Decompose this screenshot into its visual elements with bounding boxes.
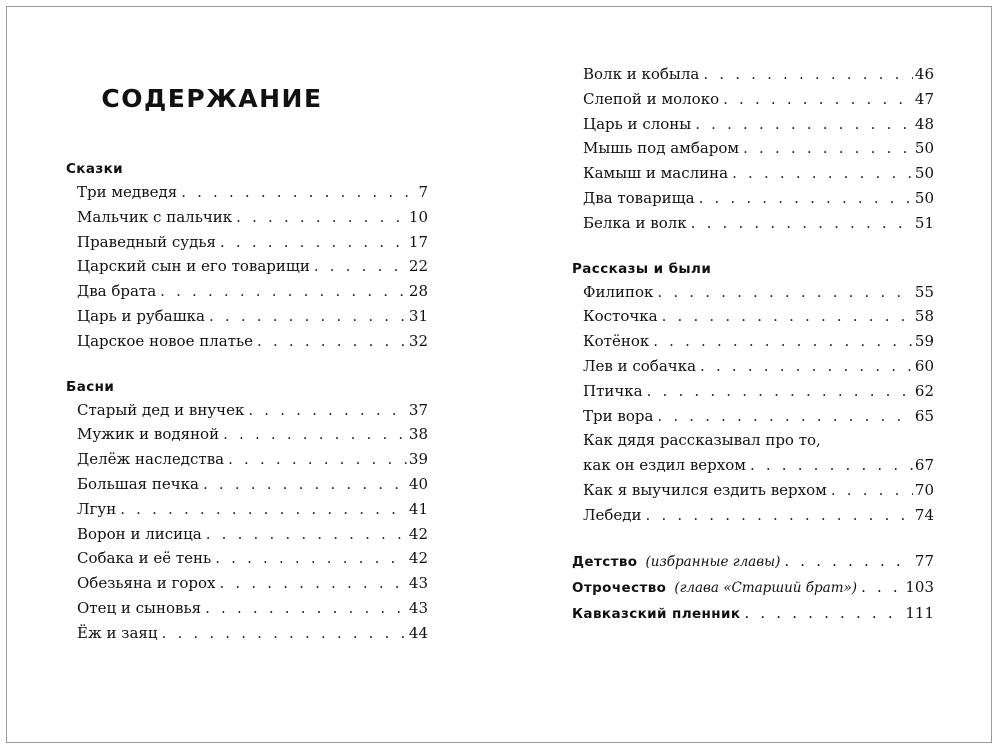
toc-entry: Царь и слоны . . . 48 <box>572 112 934 137</box>
toc-entry: Делёж наследства . . . 39 <box>66 447 428 472</box>
toc-entry: Отец и сыновья . . . 43 <box>66 596 428 621</box>
section-heading-tales: Сказки <box>66 161 124 177</box>
toc-right-column <box>572 62 934 626</box>
toc-entry: Косточка . . . 58 <box>572 304 934 329</box>
toc-entry: Филипок . . . 55 <box>572 280 934 305</box>
toc-entry: Царь и рубашка . . . 31 <box>66 304 428 329</box>
section-main-works <box>572 548 934 626</box>
section-heading-fables: Басни <box>66 378 115 395</box>
toc-entry: Старый дед и внучек . . . 37 <box>66 398 428 423</box>
toc-main-entry: Детство (избранные главы) . . . 77 <box>572 548 934 574</box>
section-fables <box>66 398 428 646</box>
toc-left-column <box>66 78 428 646</box>
toc-entry: Ёж и заяц . . . 44 <box>66 621 428 646</box>
toc-entry: Лев и собачка . . . 60 <box>572 354 934 379</box>
section-tales <box>66 180 428 354</box>
toc-entry: Мышь под амбаром . . . 50 <box>572 136 934 161</box>
toc-entry: Собака и её тень . . . 42 <box>66 546 428 571</box>
toc-entry: Лгун . . . 41 <box>66 497 428 522</box>
toc-entry: Два товарища . . . 50 <box>572 186 934 211</box>
section-fables-continued <box>572 62 934 236</box>
toc-entry: Котёнок . . . 59 <box>572 329 934 354</box>
section-heading-stories: Рассказы и были <box>572 260 712 277</box>
toc-main-entry: Кавказский пленник . . . 111 <box>572 600 934 626</box>
toc-entry: Два брата . . . 28 <box>66 279 428 304</box>
toc-entry: Слепой и молоко . . . 47 <box>572 87 934 112</box>
toc-entry: Обезьяна и горох . . . 43 <box>66 571 428 596</box>
page-title: СОДЕРЖАНИЕ <box>101 84 323 113</box>
toc-entry: Три вора . . . 65 <box>572 404 934 429</box>
section-stories <box>572 280 934 528</box>
toc-main-entry: Отрочество (глава «Старший брат») . . . 103 <box>572 574 934 600</box>
toc-entry: Белка и волк . . . 51 <box>572 211 934 236</box>
toc-entry: как он ездил верхом . . . 67 <box>572 453 934 478</box>
toc-entry: Три медведя . . . 7 <box>66 180 428 205</box>
toc-entry: Праведный судья . . . 17 <box>66 230 428 255</box>
toc-entry: Мужик и водяной . . . 38 <box>66 422 428 447</box>
toc-entry: Ворон и лисица . . . 42 <box>66 522 428 547</box>
toc-entry: Лебеди . . . 74 <box>572 503 934 528</box>
toc-entry-line: Как дядя рассказывал про то, <box>583 431 821 450</box>
toc-entry: Птичка . . . 62 <box>572 379 934 404</box>
toc-entry: Большая печка . . . 40 <box>66 472 428 497</box>
toc-entry: Волк и кобыла . . . 46 <box>572 62 934 87</box>
toc-entry: Камыш и маслина . . . 50 <box>572 161 934 186</box>
toc-entry: Мальчик с пальчик . . . 10 <box>66 205 428 230</box>
toc-entry: Как я выучился ездить верхом . . . 70 <box>572 478 934 503</box>
toc-entry: Царский сын и его товарищи . . . 22 <box>66 254 428 279</box>
toc-entry: Царское новое платье . . . 32 <box>66 329 428 354</box>
